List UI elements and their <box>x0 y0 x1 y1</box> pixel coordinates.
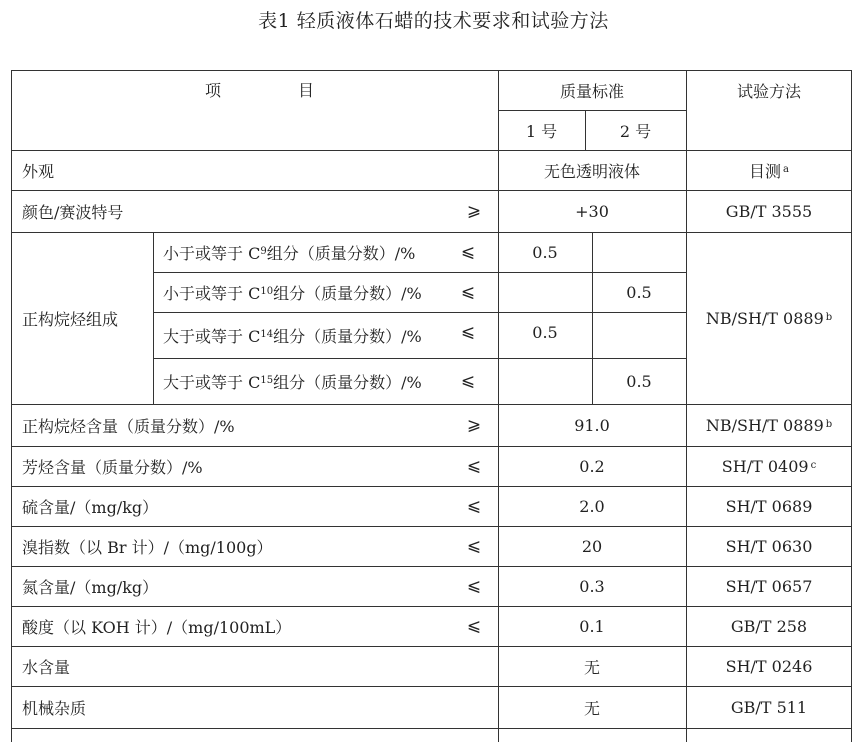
row-name: 硫含量/（mg/kg） <box>22 497 159 517</box>
composition-sub-c10-symbol: ⩽ <box>460 282 476 302</box>
row-method-text: GB/T 511 <box>730 697 808 717</box>
row-method <box>686 646 852 686</box>
row-symbol: ⩽ <box>466 496 482 516</box>
composition-sub-c10-grade2: 0.5 <box>626 282 652 302</box>
composition-sub-c15-label: 大于或等于 C 15 组分（质量分数）/% <box>163 358 422 404</box>
composition-sub-c9-grade1: 0.5 <box>532 242 558 262</box>
row-value: 91.0 <box>574 415 610 435</box>
composition-sub-c15-grade1 <box>498 358 592 404</box>
row-name: 溴指数（以 Br 计）/（mg/100g） <box>22 537 273 557</box>
row-method <box>686 526 852 566</box>
row-name: 酸度（以 KOH 计）/（mg/100mL） <box>22 617 292 637</box>
row-method-text: SH/T 0246 <box>725 656 813 676</box>
row-value: 0.1 <box>579 616 605 636</box>
row-value: 无 <box>583 698 600 718</box>
row-value: 0.2 <box>579 456 605 476</box>
row-method-text: SH/T 0657 <box>725 576 813 596</box>
composition-sub-c15-grade2: 0.5 <box>626 371 652 391</box>
row-method <box>686 486 852 526</box>
sub-label-pre: 小于或等于 C <box>163 283 261 303</box>
header-item-char-2: 目 <box>298 80 315 100</box>
row-color-symbol: ⩾ <box>466 201 482 221</box>
row-name: 机械杂质 <box>22 698 87 718</box>
row-composition-name: 正构烷烃组成 <box>22 309 119 329</box>
row-method: SH/T 0409 c <box>721 456 817 476</box>
row-method-text: SH/T 0689 <box>725 496 813 516</box>
header-quality-standard: 质量标准 <box>559 81 624 101</box>
header-test-method: 试验方法 <box>736 81 801 101</box>
composition-sub-c14-grade2 <box>592 312 686 352</box>
row-method <box>686 606 852 646</box>
sub-label-post: 组分（质量分数）/% <box>266 243 416 263</box>
row-method-text: NB/SH/T 0889 <box>705 415 824 435</box>
sub-label-pre: 小于或等于 C <box>163 243 261 263</box>
header-grade-1: 1 号 <box>525 121 558 141</box>
composition-sub-c10-label: 小于或等于 C 10 组分（质量分数）/% <box>163 272 422 312</box>
row-value: 无 <box>583 657 600 677</box>
row-method-text: SH/T 0630 <box>725 536 813 556</box>
sub-label-post: 组分（质量分数）/% <box>273 326 422 346</box>
composition-sub-c9-grade2 <box>592 232 686 272</box>
row-appearance-method: 目测 a <box>686 150 852 190</box>
row-value: 2.0 <box>579 496 605 516</box>
row-appearance-value: 无色透明液体 <box>543 161 640 181</box>
row-symbol: ⩽ <box>466 576 482 596</box>
sub-label-post: 组分（质量分数）/% <box>273 372 422 392</box>
row-color-method: GB/T 3555 <box>725 201 813 221</box>
row-name: 芳烃含量（质量分数）/% <box>22 457 203 477</box>
row-method <box>686 566 852 606</box>
row-symbol: ⩽ <box>466 616 482 636</box>
sub-label-pre: 大于或等于 C <box>163 326 261 346</box>
row-composition-method: NB/SH/T 0889 b <box>705 308 833 328</box>
sub-label-post: 组分（质量分数）/% <box>273 283 422 303</box>
composition-sub-c15-symbol: ⩽ <box>460 371 476 391</box>
table-title: 表1 轻质液体石蜡的技术要求和试验方法 <box>258 10 609 32</box>
row-method <box>686 686 852 728</box>
composition-sub-c10-grade1 <box>498 272 592 312</box>
row-method-text: GB/T 258 <box>730 616 808 636</box>
composition-sub-c14-label: 大于或等于 C 14 组分（质量分数）/% <box>163 312 422 358</box>
row-method-text: SH/T 0409 <box>721 456 809 476</box>
composition-sub-c14-grade1: 0.5 <box>532 322 558 342</box>
row-name: 正构烷烃含量（质量分数）/% <box>22 416 235 436</box>
row-color-value: +30 <box>575 201 609 221</box>
row-name: 氮含量/（mg/kg） <box>22 577 159 597</box>
row-color-name: 颜色/赛波特号 <box>22 202 124 222</box>
row-symbol: ⩽ <box>466 536 482 556</box>
row-composition-method-text: NB/SH/T 0889 <box>705 308 824 328</box>
composition-sub-c9-symbol: ⩽ <box>460 242 476 262</box>
row-appearance-name: 外观 <box>22 161 55 181</box>
row-symbol: ⩾ <box>466 415 482 435</box>
row-appearance-method-text: 目测 <box>749 161 782 181</box>
composition-sub-c14-symbol: ⩽ <box>460 322 476 342</box>
row-symbol: ⩽ <box>466 456 482 476</box>
row-value: 0.3 <box>579 576 605 596</box>
sub-label-pre: 大于或等于 C <box>163 372 261 392</box>
header-item-char-1: 项 <box>205 80 222 100</box>
row-method: NB/SH/T 0889 b <box>705 415 833 435</box>
row-name: 水含量 <box>22 657 71 677</box>
composition-sub-c9-label: 小于或等于 C 9 组分（质量分数）/% <box>163 232 415 272</box>
header-grade-2: 2 号 <box>619 121 652 141</box>
row-value: 20 <box>581 536 603 556</box>
